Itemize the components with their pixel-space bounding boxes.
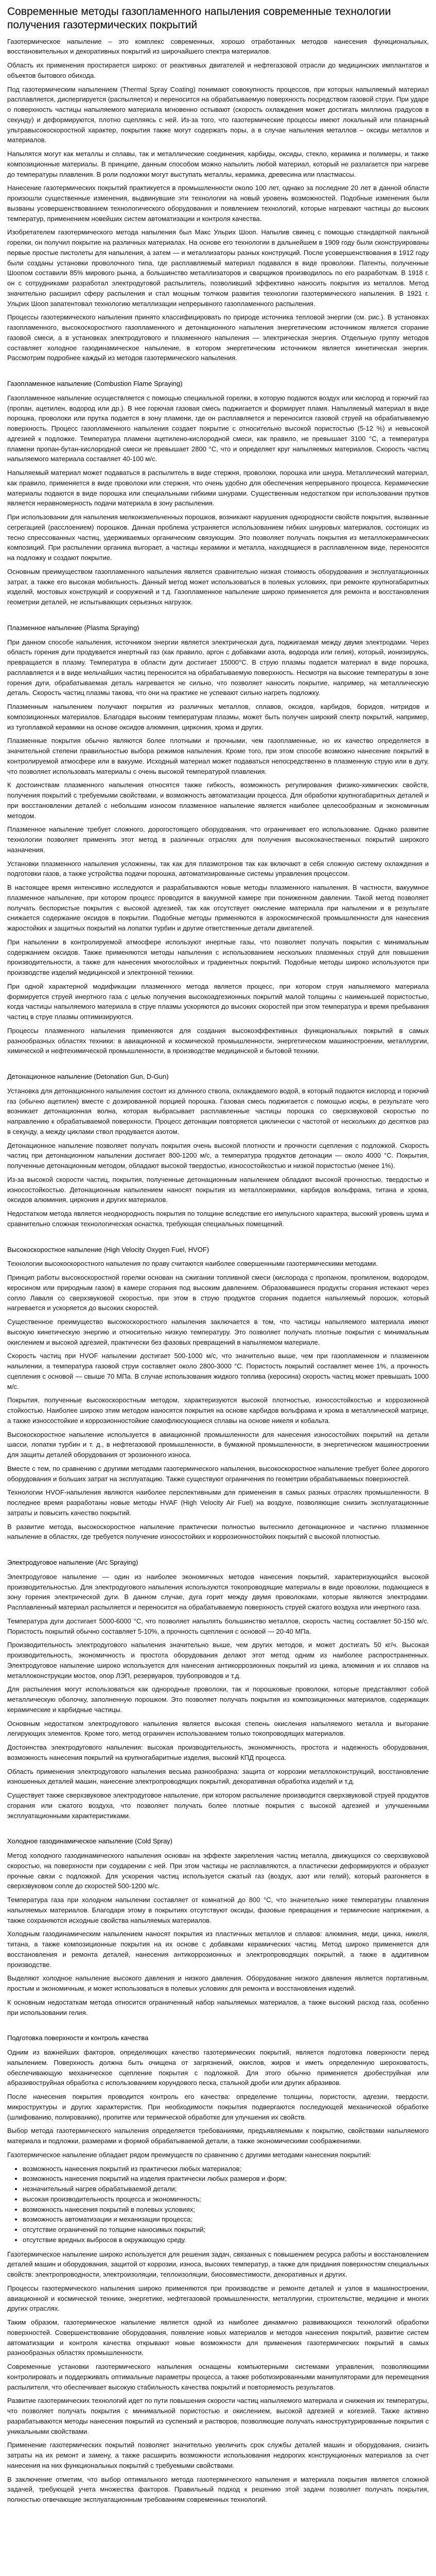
paragraph: Производительность электродугового напыления значительно выше, чем других методов, и может достигать 50 кг/ч. Высокая производительность, экономичность и простота оборудования делают этот метод одним из наиболее распространенных. Электродуговое напыление широко используется для нанесения антикоррозионных покрытий из цинка, алюминия и их сплавов на металлоконструкции мостов, опор ЛЭП, резервуаров, трубопроводов и т.д. [7, 1641, 429, 1680]
list-item: • незначительный нагрев обрабатываемой детали; [23, 2184, 429, 2194]
list-item: • возможность нанесения покрытий в полевых условиях; [23, 2205, 429, 2215]
paragraph: Установка для детонационного напыления состоит из длинного ствола, охлаждаемого водой, в который подаются кислород и горючий газ (обычно ацетилен) вместе с дозированной порцией порошка. Газовая смесь поджигается с помощью искры, в результате чего возникает детонационная волна, которая выбрасывает расплавленные частицы порошка со сверхзвуковой скоростью по направлению к обрабатываемой поверхности. Процесс детонации повторяется циклически с частотой от нескольких до десятков раз в секунду, а между циклами ствол продувается азотом. [7, 1087, 429, 1136]
paragraph: При одной характерной модификации плазменного метода является процесс, при котором струя напыляемого материала формируется струей инертного газа с целью получения высокоадгезионных покрытий малой толщины с наименьшей пористостью, когда частицы напыляемого материала в струе плазмы ускоряются до высоких скоростей при этом температура и время пребывания частиц в струе плазмы оптимизируются. [7, 982, 429, 1021]
paragraph: Скорость частиц при HVOF напылении достигает 500-1000 м/с, что значительно выше, чем при газопламенном и плазменном напылении, а температура газовой струи составляет около 2800-3000 °С. Пористость покрытий составляет менее 1%, а прочность сцепления с основой — свыше 70 МПа. В случае использования жидкого топлива (керосина) скорость частиц может превышать 1000 м/с. [7, 1352, 429, 1391]
list-item: • возможность нанесения покрытий из практически любых материалов; [23, 2164, 429, 2174]
paragraph: Холодным газодинамическим напылением наносят покрытия из пластичных металлов и сплавов: алюминия, меди, цинка, никеля, титана, а также композиционные покрытия на их основе с добавками керамических частиц. Метод широко применяется для восстановления и ремонта деталей, нанесения антикоррозионных и электропроводящих покрытий, а также в аддитивном производстве. [7, 1930, 429, 1969]
paragraph: Процессы плазменного напыления применяются для создания высокоэффективных функциональных покрытий в самых разнообразных областях техники: в авиационной и космической промышленности, энергетическом машиностроении, металлургии, химической и нефтехимической промышленности, в производстве медицинской и бытовой техники. [7, 1026, 429, 1055]
paragraph: Существует также сверхзвуковое электродуговое напыление, при котором распыление производится сверхзвуковой струей продуктов сгорания или сжатого воздуха, что позволяет получать более плотные покрытия с высокой адгезией и улучшенными эксплуатационными характеристиками. [7, 1791, 429, 1820]
paragraph: Область применения электродугового напыления весьма разнообразна: защита от коррозии металлоконструкций, восстановление изношенных деталей машин, нанесение электропроводящих покрытий, декоративная обработка изделий и т.д. [7, 1767, 429, 1786]
paragraph: К достоинствам плазменного напыления относятся также гибкость, возможность регулирования физико-химических свойств, получения покрытий с требуемыми свойствами, и возможность автоматизации процесса. Для обработки крупногабаритных деталей и при восстановлении деталей с небольшим износом плазменное напыление является наиболее целесообразным и экономичным методом. [7, 781, 429, 820]
paragraph: Напыляемый материал может подаваться в распылитель в виде стержня, проволоки, порошка или шнура. Металлический материал, как правило, применяется в виде проволоки или стержня, что очень удобно для обеспечения непрерывного процесса. Керамические материалы подаются в виде порошка или специальными гибкими шнурами. Существенным недостатком при использовании прутков является неравномерность подачи материала в зону распыления. [7, 469, 429, 507]
paragraph: Достоинства электродугового напыления: высокая производительность, экономичность, простота и надежность оборудования, возможность нанесения покрытий на крупногабаритные изделия, высокий КПД процесса. [7, 1743, 429, 1761]
paragraph: Детонационное напыление позволяет получать покрытия очень высокой плотности и прочности сцепления с подложкой. Скорость частиц при детонационном напылении достигает 800-1200 м/с, а температура продуктов детонации — около 4000 °С. Покрытия, полученные детонационным методом, обладают высокой твердостью, износостойкостью и низкой пористостью (менее 1%). [7, 1141, 429, 1170]
paragraph: Под газотермическим напылением (Thermal Spray Coating) понимают совокупность процессов, при которых напыляемый материал расплавляется, диспергируется (распыляется) и переносится на обрабатываемую поверхность посредством газовой струи. При ударе о поверхность частицы напыляемого материала мгновенно остывают (скорость охлаждения может достигать миллиона градусов в секунду) и деформируются, плотно сцепляясь с ней. Из-за того, что газотермические процессы имеют локальный или планарный ультравысокоскоростной характер, покрытия также могут содержать поры, а в случае напыления металлов – оксиды металлов и материалов. [7, 85, 429, 144]
paragraph: Таким образом, газотермическое напыление является одной из наиболее динамично развивающихся технологий обработки поверхностей. Совершенствование оборудования, появление новых материалов и методов нанесения покрытий, развитие систем автоматизации и контроля качества открывают новые возможности для применения газотермических покрытий в самых разнообразных областях промышленности. [7, 2318, 429, 2357]
paragraph: Плазменное напыление требует сложного, дорогостоящего оборудования, что ограничивает его использование. Однако развитие технологии позволяет применять этот метод в различных отраслях для получения высококачественных покрытий широкого назначения. [7, 825, 429, 854]
section-heading: Подготовка поверхности и контроль качества [7, 2034, 149, 2042]
paragraph: Процессы газотермического напыления широко применяются при производстве и ремонте деталей и узлов в машиностроении, авиационной и космической технике, энергетике, нефтегазовой промышленности, металлургии, строительстве, медицине и многих других отраслях. [7, 2284, 429, 2313]
article-title: Современные методы газопламенного напыления современные технологии получения газотермических покрытий [7, 6, 391, 31]
paragraph: Процессы газотермического напыления принято классифицировать по природе источника тепловой энергии (см. рис.). В установках газопламенного, высокоскоростного газопламенного и детонационного напыления энергетическим источником является сгорание газовой смеси, а в установках электродугового и плазменного напыления — электрическая энергия. Отдельную группу методов составляет холодное газодинамическое напыление, в котором энергетическим источником является кинетическая энергия. Рассмотрим подробнее каждый из методов газотермического напыления. [7, 313, 429, 362]
section-heading: Детонационное напыление (Detonation Gun, D-Gun) [7, 1073, 169, 1080]
paragraph: Существенное преимущество высокоскоростного напыления заключается в том, что частицы напыляемого материала имеют высокую кинетическую энергию и относительно низкую температуру. Это позволяет получать плотные покрытия с минимальным окислением и высокой адгезией, практически без фазовых превращений в напыляемом материале. [7, 1318, 429, 1346]
list-item: • отсутствие вредных выбросов в окружающую среду. [23, 2235, 429, 2245]
paragraph: При использовании для напыления мелкоизмельченных порошков, возникают нарушения однородности свойств покрытия, вызванные сегрегацией (расслоением) порошков. Данная проблема устраняется использованием гибких шнуровых материалов, состоящих из тесно спрессованных частиц, удерживаемых органическим связующим. Это позволяет получать покрытия из металлокерамических композиций. При распылении органика выгорает, а частицы керамики и металла, находящиеся в расплавленном виде, переносятся на подложку и создают покрытие. [7, 513, 429, 562]
bullet-list [7, 2164, 429, 2245]
paragraph: Одним из важнейших факторов, определяющих качество газотермических покрытий, является подготовка поверхности перед напылением. Поверхность должна быть очищена от загрязнений, окислов, жиров и иметь определенную шероховатость, обеспечивающую механическое сцепление покрытия с подложкой. Для этого обычно применяется дробеструйная или абразивоструйная обработка с использованием корундового песка, стальной дроби или других абразивов. [7, 2048, 429, 2087]
list-item: • отсутствие ограничений по толщине наносимых покрытий; [23, 2225, 429, 2235]
list-item: • возможность автоматизации и механизации процесса; [23, 2214, 429, 2225]
section-heading: Холодное газодинамическое напыление (Cold Spray) [7, 1837, 173, 1845]
paragraph: При данном способе напыления, источником энергии является электрическая дуга, поджигаемая между двумя электродами. Через область горения дуги продувается инертный газ (как правило, аргон с добавками азота, водорода или гелия), который, ионизируясь, превращается в плазму. Температура в области дуги достигает 15000°C. В струю плазмы подается материал в виде порошка, расплавляется и в виде мельчайших частиц переносится на обрабатываемую поверхность. Несмотря на высокие температуры в зоне горения дуги, обрабатываемая деталь нагревается не сильно, что позволяет наносить покрытие, например, на металлическую деталь. Скорость частиц плазмы такова, что они на практике не успевают сильно нагреть подложку. [7, 638, 429, 697]
paragraph: Из-за высокой скорости частиц, покрытия, полученные детонационным напылением обладают высокой прочностью, твердостью и износостойкостью. Детонационным напылением наносят покрытия из металлокерамики, карбидов вольфрама, титана и хрома, оксидов алюминия, циркония и других материалов. [7, 1175, 429, 1204]
paragraph: В заключение отметим, что выбор оптимального метода газотермического напыления и материала покрытия является сложной задачей, требующей учета множества факторов. Правильный подход к решению этой задачи позволяет получать покрытия, полностью отвечающие эксплуатационным требованиям современных технологий. [7, 2475, 429, 2503]
paragraph: Применение газотермических покрытий позволяет значительно увеличить срок службы деталей машин и оборудования, снизить затраты на их ремонт и замену, а также расширить возможности использования недорогих конструкционных материалов за счет нанесения на них функциональных покрытий с требуемыми свойствами. [7, 2441, 429, 2469]
paragraph: Основным недостатком электродугового напыления является высокая степень окисления напыляемого металла и выгорание легирующих элементов. Кроме того, метод ограничен использованием только токопроводящих материалов. [7, 1719, 429, 1738]
paragraph: Высокоскоростное напыление используется в авиационной промышленности для нанесения износостойких покрытий на детали шасси, лопатки турбин и т. д., в нефтегазовой промышленности, в бумажной промышленности, в энергетическом машиностроении для защиты деталей оборудования от эрозионного износа. [7, 1430, 429, 1459]
paragraph: Покрытия, полученные высокоскоростным методом, характеризуются высокой плотностью, износостойкостью и коррозионной стойкостью. Наиболее широко этим методом наносятся покрытия на основе карбидов вольфрама и хрома в металлической матрице, а также износостойкие и коррозионностойкие самофлюсующиеся сплавы на основе никеля и кобальта. [7, 1396, 429, 1425]
paragraph: Недостатком метода является неоднородность покрытия по толщине вследствие его импульсного характера, высокий уровень шума и сравнительно сложная технологическая оснастка, требующая специальных помещений. [7, 1210, 429, 1228]
paragraph: Температура дуги достигает 5000-6000 °С, что позволяет напылять большинство металлов, скорость частиц составляет 50-150 м/с. Пористость покрытий обычно составляет 5-10%, а прочность сцепления с основой — 20-40 МПа. [7, 1617, 429, 1635]
paragraph: Выбор метода газотермического напыления определяется требованиями, предъявляемыми к покрытию, свойствами напыляемого материала и подложки, размерами и формой обрабатываемой детали, а также экономическими соображениями. [7, 2127, 429, 2145]
paragraph: Для распыления могут использоваться как однородные проволоки, так и порошковые проволоки, которые представляют собой металлическую оболочку, заполненную порошком. Это позволяет получать покрытия из композиционных материалов, содержащих керамические и карбидные частицы. [7, 1685, 429, 1714]
paragraph: Газотермическое напыление – это комплекс современных, хорошо отработанных методов нанесения функциональных, восстановительных и декоративных покрытий из широчайшего спектра материалов. [7, 37, 429, 56]
paragraph: Температура газа при холодном напылении составляет от комнатной до 800 °С, что значительно ниже температуры плавления напыляемых материалов. Благодаря этому в покрытиях отсутствуют оксиды, фазовые превращения и термические напряжения, а также сохраняются исходные свойства напыляемых материалов. [7, 1896, 429, 1924]
paragraph: Электродуговое напыление — один из наиболее экономичных методов нанесения покрытий, характеризующийся высокой производительностью. Для электродугового напыления используются токопроводящие материалы в виде проволоки, подающиеся в зону горения электрической дуги. В данном случае, дуга горит между двумя проволоками, которые являются электродами. Расплавленный материал распыляется и переносится на обрабатываемую поверхность струей сжатого воздуха или инертного газа. [7, 1572, 429, 1611]
paragraph: Выделяют холодное напыление высокого давления и низкого давления. Оборудование низкого давления является портативным, простым и экономичным, и может использоваться в полевых условиях для ремонта и восстановления изделий. [7, 1974, 429, 1992]
section-heading: Газопламенное напыление (Combustion Flame Spraying) [7, 380, 183, 387]
section-heading: Высокоскоростное напыление (High Velocity Oxygen Fuel, HVOF) [7, 1245, 210, 1253]
paragraph: Вместе с тем, по сравнению с другими методами газотермического напыления, высокоскоростное напыление требует более дорогого оборудования и больших затрат на эксплуатацию. Также существуют ограничения по геометрии обрабатываемых поверхностей. [7, 1464, 429, 1483]
paragraph: Плазменным напылением получают покрытия из различных металлов, сплавов, оксидов, карбидов, боридов, нитридов и композиционных материалов. Благодаря высоким температурам плазмы, может быть получен широкий спектр покрытий, например, из тугоплавкой керамики на основе оксидов алюминия, циркония, хрома и других. [7, 703, 429, 731]
article-body [7, 37, 429, 2505]
paragraph: Газотермическое напыление широко используется для решения задач, связанных с повышением ресурса работы и восстановлением деталей машин и оборудования, защитой от коррозии, износа, высоких температур, а также для придания поверхностям специальных свойств: электропроводности, электроизоляции, теплоизоляции, биосовместимости, декоративных и других. [7, 2250, 429, 2278]
section-heading: Плазменное напыление (Plasma Spraying) [7, 623, 139, 632]
paragraph: Газопламенное напыление осуществляется с помощью специальной горелки, в которую подаются воздух или кислород и горючий газ (пропан, ацетилен, водород или др.). В нее горючая газовая смесь поджигается и формирует пламя. Напыляемый материал в виде порошка, проволоки или прутка подается в зону пламени, где он расплавляется и переносится газовой струей на обрабатываемую поверхность. Процесс газопламенного напыления создает покрытие с относительно высокой пористостью (5-12 %) и невысокой адгезией к подложке. Температура пламени ацетилено-кислородной смеси, как правило, не превышает 3100 °С, а температура пламени пропан-бутан-кислородной смеси не превышает 2800 °С, что и определяет круг напыляемых материалов. Скорость частиц напыляемого материала составляет 40-100 м/с. [7, 394, 429, 463]
paragraph: Развитие газотермических технологий идет по пути повышения скорости частиц напыляемого материала и снижения их температуры, что позволяет получать покрытия с минимальной пористостью и окислением, высокой адгезией и когезией. Также активно разрабатываются методы нанесения покрытий из суспензий и растворов, позволяющие получать наноструктурированные покрытия с уникальными свойствами. [7, 2397, 429, 2435]
paragraph: После нанесения покрытия проводится контроль его качества: определение толщины, пористости, адгезии, твердости, микроструктуры и других характеристик. При необходимости покрытия подвергаются последующей механической обработке (шлифованию, полированию), пропитке или термической обработке для улучшения их свойств. [7, 2093, 429, 2121]
paragraph: Напылятся могут как металлы и сплавы, так и металлические соединения, карбиды, оксиды, стекло, керамика и полимеры, и также композиционные материалы. В принципе, данным способом можно напылить любой материал, который не разлагается при нагреве до температуры плавления. В роли подложки могут выступать металлы, керамика, древесина или пластмассы. [7, 150, 429, 178]
paragraph: В развитие метода, высокоскоростное напыление практически полностью вытеснило детонационное и частично плазменное напыление в областях, где требуется получение износостойких и коррозионностойких покрытий с высокой плотностью. [7, 1522, 429, 1541]
paragraph: Газотермическое напыление обладает рядом преимуществ по сравнению с другими методами нанесения покрытий: [7, 2150, 372, 2159]
paragraph: Технологии HVOF-напыления являются наиболее перспективными для применения в самых разных отраслях промышленности. В последнее время разработаны новые методы HVAF (High Velocity Air Fuel) на воздухе, позволяющие снизить эксплуатационные затраты и повысить качество покрытий. [7, 1488, 429, 1517]
paragraph: Нанесение газотермических покрытий практикуется в промышленности около 100 лет, однако за последние 20 лет в данной области произошли существенные изменения, выдвинувшие эти технологии на новый уровень возможностей. Подобные изменения были вызваны усовершенствованием технологического оборудования и появлением технологий, которые нагревают частицы до высоких температур, применением новейших систем автоматизации и контроля качества. [7, 184, 429, 223]
section-heading: Электродуговое напыление (Arc Spraying) [7, 1558, 138, 1566]
paragraph: Принцип работы высокоскоростной горелки основан на сжигании топливной смеси (кислорода с пропаном, пропиленом, водородом, керосином или природным газом) в камере сгорания под высоким давлением. Образовавшиеся продукты сгорания истекают через сопло Лаваля со сверхзвуковой скоростью, при этом в струю продуктов сгорания подается напыляемый порошок, который нагревается и ускоряется до высоких скоростей. [7, 1274, 429, 1312]
paragraph: Основным преимуществом газопламенного напыления является сравнительно низкая стоимость оборудования и эксплуатационных затрат, а также его высокая мобильность. Данный метод может использоваться в полевых условиях, при ремонте крупногабаритных изделий, мостовых конструкций и сооружений и т.д. Газопламенное напыление широко применяется для ремонта и восстановления геометрии деталей, не испытывающих серьезных нагрузок. [7, 567, 429, 606]
paragraph: Область их применения простирается широко: от реактивных двигателей и нефтегазовой отрасли до медицинских имплантатов и объектов бытового обихода. [7, 61, 429, 79]
paragraph: Современные установки газотермического напыления оснащены компьютерными системами управления, позволяющими контролировать и поддерживать оптимальные параметры процесса, а также роботизированными манипуляторами для перемещения распылителя, что обеспечивает высокую стабильность качества покрытий и повторяемость результатов. [7, 2363, 429, 2391]
paragraph: При напылении в контролируемой атмосфере используют инертные газы, что позволяет получать покрытия с минимальным содержанием оксидов. Также применяются методы напыления с использованием нескольких плазменных струй для повышения производительности, а также для нанесения многослойных и градиентных покрытий. Подобные методы широко используются при производстве изделий медицинской и электронной техники. [7, 938, 429, 976]
list-item: • возможность нанесения покрытий на изделия практически любых размеров и форм; [23, 2174, 429, 2184]
paragraph: Плазменные покрытия обычно являются более плотными и прочными, чем газопламенные, но их качество определяется в значительной степени правильностью выбора режимов напыления. Кроме того, при этом способе возможно нанесение покрытий в контролируемой атмосфере или в вакууме. Исходный материал может подаваться непосредственно в плазменную струю или в дугу, что позволяет использовать материалы с очень высокой температурой плавления. [7, 737, 429, 775]
paragraph: Технологии высокоскоростного напыления по праву считаются наиболее совершенными газотермическими методами. [7, 1260, 378, 1268]
paragraph: В настоящее время интенсивно исследуются и разрабатываются новые методы плазменного напыления. В частности, вакуумное плазменное напыление, при котором процесс проводится в вакуумной камере при пониженном давлении. Такой метод позволяет получать беспористые покрытия с высокой адгезией, так как отсутствует окисление материала при напылении и в результате снижается содержание оксидов в покрытии. Подобные методы применяются в аэрокосмической промышленности для нанесения жаростойких и защитных покрытий на лопатки турбин и другие ответственные детали двигателей. [7, 884, 429, 932]
paragraph: Метод холодного газодинамического напыления основан на эффекте закрепления частиц металла, движущихся со сверхзвуковой скоростью, на поверхности при соударении с ней. При этом частицы не расплавляются, а пластически деформируются и образуют прочные связи с подложкой. Для ускорения частиц используется сжатый газ (воздух, азот или гелий), который разгоняется в сверхзвуковом сопле до скоростей 500-1200 м/с. [7, 1852, 429, 1890]
paragraph: К основным недостаткам метода относится ограниченный набор напыляемых материалов, а также высокий расход газа, особенно при использовании гелия. [7, 1998, 429, 2016]
list-item: • высокая производительность процесса и экономичность; [23, 2194, 429, 2205]
paragraph: Изобретателем газотермического метода напыления был Макс Ульрих Шооп. Напылив свинец с помощью стандартной паяльной горелки, он получил покрытие на различных материалах. На основе его технологии в дальнейшем в 1909 году были сконструированы первые простые пистолеты для напыления, а затем — и металлизаторы разных конструкций. После усовершенствования в 1912 году были созданы установки проволочного типа, где расплавляемый материал подавался в виде проволоки. Патенты, полученные Шоопом составили 85% мирового рынка, а большинство металлизаторов и сварщиков производилось по его разработкам. В 1918 г. он с сотрудниками разработал электродуговой распылитель, позволивший эффективно наносить покрытия из металлов. Метод значительно расширил сферу распыления и стал мощным толчком развития технологии газотермического напыления. В 1921 г. Ульрих Шооп запатентовал технологию металлизации непрерывного газопламенного распыления. [7, 228, 429, 308]
paragraph: Установки плазменного напыления усложнены, так как для плазмотронов так как включают в себя сложную систему охлаждения и подготовки газов, а также устройства подачи порошка, автоматизированные системы управления процессом. [7, 859, 429, 878]
